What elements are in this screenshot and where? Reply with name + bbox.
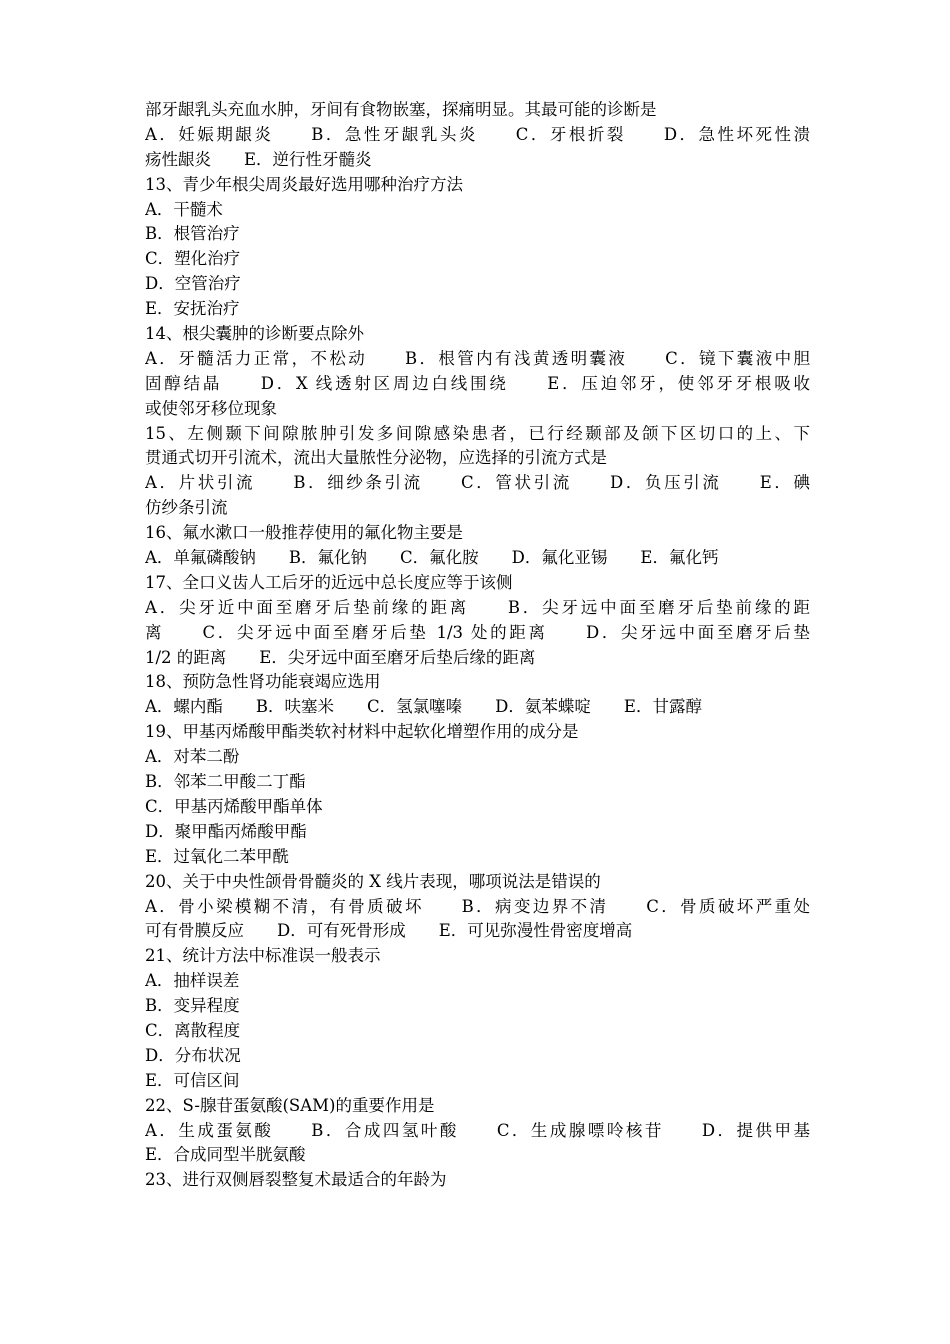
option-line: C．甲基丙烯酸甲酯单体: [145, 796, 323, 816]
question-22: 22、S-腺苷蛋氨酸(SAM)的重要作用是: [145, 1095, 435, 1115]
options-line: 可有骨膜反应 D．可有死骨形成 E．可见弥漫性骨密度增高: [145, 921, 633, 941]
options-line: A．牙髓活力正常，不松动 B．根管内有浅黄透明囊液 C．镜下囊液中胆: [145, 348, 810, 368]
text-line: 部牙龈乳头充血水肿，牙间有食物嵌塞，探痛明显。其最可能的诊断是: [145, 100, 657, 119]
options-line: A．骨小梁模糊不清，有骨质破坏 B．病变边界不清 C．骨质破坏严重处: [145, 896, 810, 916]
option-line: D．聚甲酯丙烯酸甲酯: [145, 821, 307, 841]
options-line: 1/2 的距离 E．尖牙远中面至磨牙后垫后缘的距离: [145, 647, 536, 667]
question-18: 18、预防急性肾功能衰竭应选用: [145, 672, 381, 692]
options-line: A．生成蛋氨酸 B．合成四氢叶酸 C．生成腺嘌呤核苷 D．提供甲基: [145, 1120, 810, 1140]
question-17: 17、全口义齿人工后牙的近远中总长度应等于该侧: [145, 572, 513, 592]
options-line: 固醇结晶 D．X 线透射区周边白线围绕 E．压迫邻牙，使邻牙牙根吸收: [145, 373, 810, 393]
option-line: A．干髓术: [145, 199, 223, 219]
option-line: D．空管治疗: [145, 274, 241, 294]
question-14: 14、根尖囊肿的诊断要点除外: [145, 324, 364, 344]
question-13: 13、青少年根尖周炎最好选用哪种治疗方法: [145, 174, 463, 194]
options-line: 或使邻牙移位现象: [145, 398, 277, 418]
option-line: A．抽样误差: [145, 971, 240, 991]
options-line: A．尖牙近中面至磨牙后垫前缘的距离 B．尖牙远中面至磨牙后垫前缘的距: [145, 597, 810, 617]
question-20: 20、关于中央性颌骨骨髓炎的 X 线片表现，哪项说法是错误的: [145, 871, 601, 891]
option-line: E．安抚治疗: [145, 299, 240, 319]
question-15: 15、左侧颞下间隙脓肿引发多间隙感染患者，已行经颞部及颌下区切口的上、下: [145, 423, 810, 443]
option-line: B．邻苯二甲酸二丁酯: [145, 772, 306, 792]
question-21: 21、统计方法中标准误一般表示: [145, 946, 381, 966]
options-line: E．合成同型半胱氨酸: [145, 1145, 306, 1165]
option-line: A．对苯二酚: [145, 747, 240, 767]
options-line: A．片状引流 B．细纱条引流 C．管状引流 D．负压引流 E．碘: [145, 473, 810, 493]
option-line: C．离散程度: [145, 1020, 241, 1040]
question-23: 23、进行双侧唇裂整复术最适合的年龄为: [145, 1170, 447, 1190]
option-line: E．过氧化二苯甲酰: [145, 846, 290, 866]
option-line: E．可信区间: [145, 1070, 240, 1090]
option-line: B．变异程度: [145, 996, 240, 1016]
options-line: A．妊娠期龈炎 B．急性牙龈乳头炎 C．牙根折裂 D．急性坏死性溃: [145, 124, 810, 144]
options-line: 离 C．尖牙远中面至磨牙后垫 1/3 处的距离 D．尖牙远中面至磨牙后垫: [145, 622, 810, 642]
option-line: B．根管治疗: [145, 224, 240, 244]
options-line: A．螺内酯 B．呋塞米 C．氢氯噻嗪 D．氨苯蝶啶 E．甘露醇: [145, 697, 702, 717]
options-line: 仿纱条引流: [145, 498, 228, 518]
option-line: D．分布状况: [145, 1045, 241, 1065]
options-line: A．单氟磷酸钠 B．氟化钠 C．氟化胺 D．氟化亚锡 E．氟化钙: [145, 548, 719, 568]
question-15-cont: 贯通式切开引流术，流出大量脓性分泌物，应选择的引流方式是: [145, 448, 607, 468]
question-16: 16、氟水漱口一般推荐使用的氟化物主要是: [145, 523, 463, 543]
document-body: [145, 98, 810, 1193]
question-19: 19、甲基丙烯酸甲酯类软衬材料中起软化增塑作用的成分是: [145, 722, 579, 742]
options-line: 疡性龈炎 E．逆行性牙髓炎: [145, 149, 372, 169]
option-line: C．塑化治疗: [145, 249, 241, 269]
